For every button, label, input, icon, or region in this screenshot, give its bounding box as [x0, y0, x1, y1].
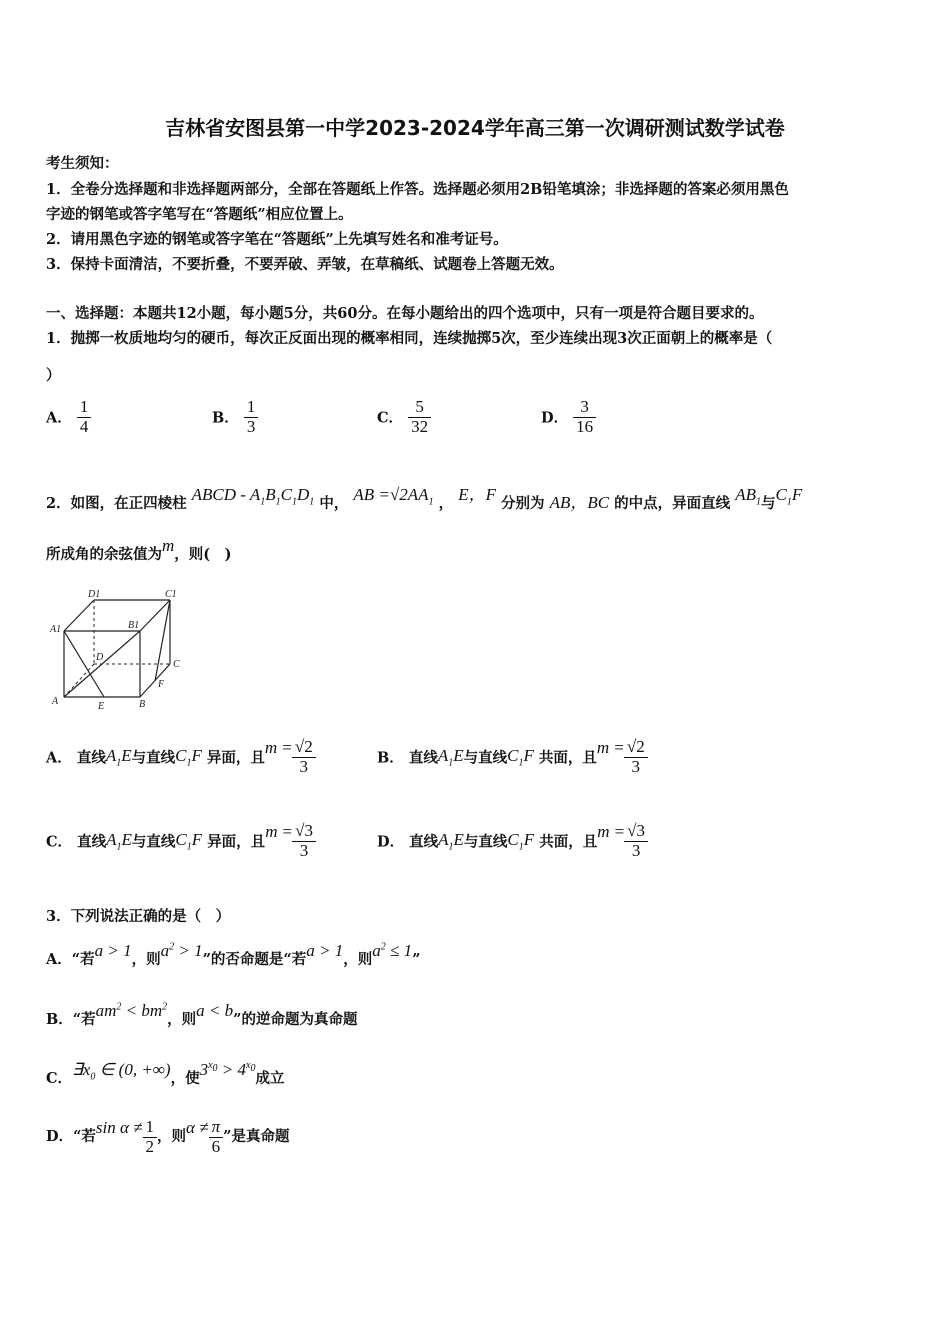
line-ab1: $AB_1$: [735, 485, 762, 508]
option-text: 与直线: [463, 749, 508, 767]
option-text: 共面，且: [539, 833, 598, 851]
option-text: ，则: [131, 951, 161, 968]
denominator: 3: [246, 416, 256, 436]
equals: =: [282, 738, 292, 758]
line-a1e: $A_1E$: [106, 830, 132, 853]
denominator: 3: [631, 756, 641, 776]
formula: $a^2 \le 1$: [372, 941, 413, 960]
line-c1f: $C_1F$: [175, 746, 202, 769]
numerator: √2: [292, 738, 316, 758]
formula: a > 1: [94, 941, 132, 960]
formula: $\exists x_0$ ∈ (0, +∞): [72, 1060, 171, 1083]
option-text: 成立: [255, 1070, 285, 1087]
q2-text-part: 的中点，异面直线: [614, 495, 731, 512]
q3-option-b: [46, 1001, 358, 1029]
prism-label: ABCD - A: [191, 485, 261, 504]
option-text: 共面，且: [538, 749, 597, 767]
line-c1f: $C_1F$: [175, 830, 203, 853]
q3-text: 3．下列说法正确的是（ ）: [46, 908, 231, 925]
option-text: “若: [73, 1128, 96, 1146]
label-b: B: [139, 699, 146, 710]
prism-figure: [46, 586, 194, 714]
numerator: π: [209, 1118, 224, 1138]
q2-text-cont: [46, 536, 232, 564]
numerator: 1: [77, 398, 92, 418]
fraction: [77, 398, 92, 436]
q2-text-part: 分别为: [501, 495, 545, 512]
option-label: A．: [46, 749, 72, 767]
formula: α ≠: [186, 1118, 209, 1138]
q2-option-d: [377, 822, 648, 860]
denominator: 3: [299, 840, 309, 860]
option-text: ，则: [157, 1128, 187, 1146]
numerator: 5: [408, 398, 431, 418]
q1-option-b: [212, 398, 258, 436]
q2-text-part: 与: [761, 495, 776, 512]
radicand: 3: [636, 821, 645, 840]
fraction: [143, 1118, 158, 1156]
radicand: 2: [636, 737, 645, 756]
numerator: 1: [244, 398, 259, 418]
option-text: ，使: [170, 1070, 200, 1087]
option-text: 与直线: [131, 749, 176, 767]
line-c1f: $C_1F$: [507, 830, 535, 853]
denominator: 32: [411, 416, 429, 436]
segments-ab-bc: AB，BC: [549, 493, 610, 512]
option-text: ”的否命题是“若: [202, 951, 307, 968]
option-label: C．: [46, 1070, 73, 1087]
q2-text-part: 2．如图，在正四棱柱: [46, 495, 187, 512]
fraction: [624, 822, 648, 860]
option-text: 直线: [409, 833, 439, 851]
q2-text: [46, 485, 803, 515]
formula: $am^2 < bm^2$: [95, 1001, 168, 1020]
option-text: ”是真命题: [223, 1128, 290, 1146]
q2-text-part: 所成角的余弦值为: [46, 546, 162, 563]
option-label: B．: [212, 409, 239, 427]
formula: $a^2 > 1$: [160, 941, 203, 960]
var-m: m: [596, 738, 610, 758]
q2-option-c: [46, 822, 316, 860]
formula: a < b: [196, 1001, 234, 1020]
line-a1e: $A_1E$: [105, 746, 132, 769]
q1-text-cont: ）: [46, 367, 61, 384]
numerator: √3: [292, 822, 316, 842]
q3-option-c: [46, 1060, 285, 1090]
option-label: B．: [377, 749, 404, 767]
fraction: [624, 738, 648, 776]
q2-text-part: ，则( ): [174, 546, 232, 563]
label-d: D: [96, 652, 104, 663]
fraction: [209, 1118, 224, 1156]
fraction: [292, 738, 316, 776]
denominator: 3: [299, 756, 309, 776]
option-text: 异面，且: [206, 749, 265, 767]
var-m: m: [264, 738, 278, 758]
option-text: ”: [412, 951, 421, 968]
label-e: E: [98, 701, 105, 712]
numerator: 1: [143, 1118, 158, 1138]
label-c1: C1: [165, 589, 177, 600]
line-a1e: $A_1E$: [438, 830, 464, 853]
line-c1f: $C_1F$: [775, 485, 803, 508]
option-text: 直线: [408, 749, 438, 767]
fraction: [408, 398, 431, 436]
option-text: ”的逆命题为真命题: [233, 1011, 358, 1028]
fraction: [292, 822, 316, 860]
q1-option-c: [377, 398, 431, 436]
option-text: ，则: [167, 1011, 197, 1028]
option-text: 直线: [77, 833, 107, 851]
fraction: [244, 398, 259, 436]
radicand: 3: [304, 821, 313, 840]
equals: =: [282, 822, 293, 842]
notice-item-2: 2．请用黑色字迹的钢笔或答字笔在“答题纸”上先填写姓名和准考证号。: [46, 231, 508, 248]
notice-item-1: 1．全卷分选择题和非选择题两部分，全部在答题纸上作答。选择题必须用2B铅笔填涂；非选择题的答案必须用黑色: [46, 181, 789, 198]
option-text: 与直线: [131, 833, 176, 851]
denominator: 6: [211, 1136, 221, 1156]
label-d1: D1: [88, 589, 101, 600]
numerator: √2: [624, 738, 648, 758]
equals: =: [614, 822, 625, 842]
equals: =: [614, 738, 624, 758]
option-text: ，则: [343, 951, 373, 968]
denominator: 4: [79, 416, 89, 436]
option-label: A．: [46, 951, 72, 968]
var-m: m: [162, 536, 175, 555]
q3-option-a: [46, 941, 421, 969]
q3-option-d: [46, 1118, 289, 1156]
option-text: 异面，且: [207, 833, 266, 851]
formula-ab: AB $=√2AA_1$: [353, 485, 434, 508]
notice-item-3: 3．保持卡面清洁，不要折叠，不要弄破、弄皱，在草稿纸、试题卷上答题无效。: [46, 256, 564, 273]
label-f: F: [158, 679, 165, 690]
option-text: 与直线: [463, 833, 508, 851]
points-ef: E，F: [458, 485, 496, 504]
notice-item-1-cont: 字迹的钢笔或答字笔写在“答题纸”相应位置上。: [46, 206, 353, 223]
q1-option-a: [46, 398, 91, 436]
option-label: D．: [377, 833, 405, 851]
numerator: 3: [573, 398, 596, 418]
q1-text: 1．抛掷一枚质地均匀的硬币，每次正反面出现的概率相同，连续抛掷5次，至少连续出现3次正面朝上的概率是（: [46, 330, 773, 347]
option-label: B．: [46, 1011, 73, 1028]
numerator: √3: [624, 822, 648, 842]
fraction: [573, 398, 596, 436]
option-label: D．: [541, 409, 569, 427]
line-a1e: $A_1E$: [437, 746, 464, 769]
label-b1: B1: [128, 620, 140, 631]
option-text: 直线: [76, 749, 106, 767]
denominator: 3: [631, 840, 641, 860]
option-label: C．: [46, 833, 73, 851]
notice-heading: 考生须知：: [46, 155, 119, 172]
var-m: m: [597, 822, 610, 842]
option-label: C．: [377, 409, 404, 427]
q2-text-part: ，: [438, 495, 454, 512]
label-a: A: [52, 696, 59, 707]
var-m: m: [265, 822, 278, 842]
option-text: “若: [72, 1011, 96, 1028]
option-label: A．: [46, 409, 72, 427]
q2-option-b: [377, 738, 648, 776]
page-title: 吉林省安图县第一中学2023-2024学年高三第一次调研测试数学试卷: [165, 116, 785, 140]
formula: $3^{x_0} > 4^{x_0}$: [199, 1060, 256, 1079]
radicand: 2: [304, 737, 313, 756]
option-text: “若: [71, 951, 95, 968]
q1-option-d: [541, 398, 596, 436]
denominator: 16: [576, 416, 594, 436]
option-label: D．: [46, 1128, 74, 1146]
denominator: 2: [145, 1136, 155, 1156]
formula: sin α ≠: [95, 1118, 143, 1138]
formula: a > 1: [306, 941, 344, 960]
label-a1: A1: [50, 624, 62, 635]
section-heading: 一、选择题：本题共12小题，每小题5分，共60分。在每小题给出的四个选项中，只有一项是符合题目要求的。: [46, 305, 764, 322]
line-c1f: $C_1F$: [507, 746, 534, 769]
q2-option-a: [46, 738, 316, 776]
prism-name: ABCD - $A_1B_1C_1D_1$: [191, 485, 315, 508]
label-c: C: [173, 659, 180, 670]
q2-text-part: 中，: [319, 495, 349, 512]
